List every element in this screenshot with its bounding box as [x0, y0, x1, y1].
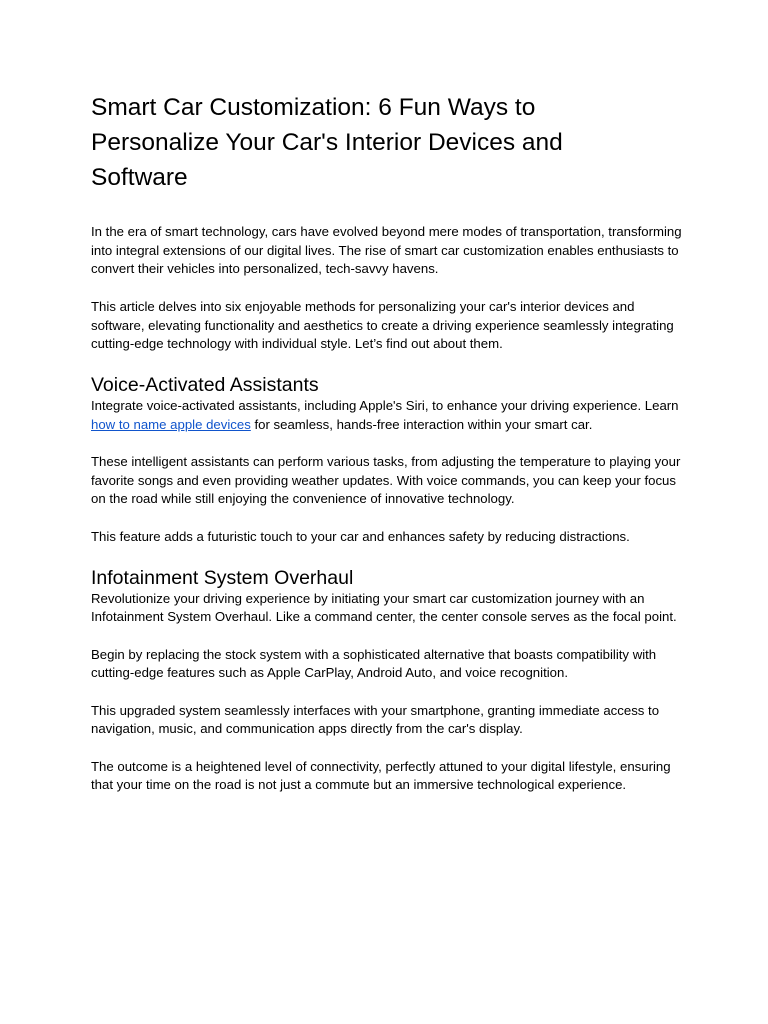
voice-assistants-paragraph-3: This feature adds a futuristic touch to your car and enhances safety by reducing distractions. — [91, 528, 630, 544]
document-title: Smart Car Customization: 6 Fun Ways to Personalize Your Car's Interior Devices and Software — [91, 94, 563, 191]
apple-devices-link[interactable]: how to name apple devices — [91, 416, 251, 432]
infotainment-paragraph-3: This upgraded system seamlessly interfaces with your smartphone, granting immediate access to navigation, music, and communication apps directly from the car's display. — [91, 702, 660, 737]
infotainment-paragraph-4: The outcome is a heightened level of connectivity, perfectly attuned to your digital lifestyle, ensuring that your time on the road is not just a commute but an immersive technological experience. — [91, 758, 671, 793]
section-heading-infotainment: Infotainment System Overhaul — [91, 566, 354, 589]
voice-assistants-paragraph-1 — [91, 397, 691, 434]
infotainment-paragraph-2: Begin by replacing the stock system with a sophisticated alternative that boasts compatibility with cutting-edge features such as Apple CarPlay, Android Auto, and voice recognition. — [91, 646, 657, 681]
section-heading-voice-assistants: Voice-Activated Assistants — [91, 373, 319, 396]
intro-paragraph-2: This article delves into six enjoyable methods for personalizing your car's interior devices and software, elevating functionality and aesthetics to create a driving experience seamlessly integrating cutting-edge technology with individual style. Let’s find out about them. — [91, 298, 674, 352]
infotainment-paragraph-1: Revolutionize your driving experience by initiating your smart car customization journey with an Infotainment System Overhaul. Like a command center, the center console serves as the focal point. — [91, 590, 677, 625]
intro-paragraph-1: In the era of smart technology, cars have evolved beyond mere modes of transportation, transforming into integral extensions of our digital lives. The rise of smart car customization enables enthusiasts to convert their vehicles into personalized, tech-savvy havens. — [91, 224, 682, 277]
voice-assistants-text-before-link: Integrate voice-activated assistants, including Apple's Siri, to enhance your driving experience. Learn — [91, 397, 679, 413]
voice-assistants-paragraph-2: These intelligent assistants can perform various tasks, from adjusting the temperature to playing your favorite songs and even providing weather updates. With voice commands, you can keep your focus on the road while still enjoying the convenience of innovative technology. — [91, 454, 681, 507]
voice-assistants-text-after-link: for seamless, hands-free interaction within your smart car. — [250, 416, 593, 432]
document-body — [91, 90, 691, 795]
